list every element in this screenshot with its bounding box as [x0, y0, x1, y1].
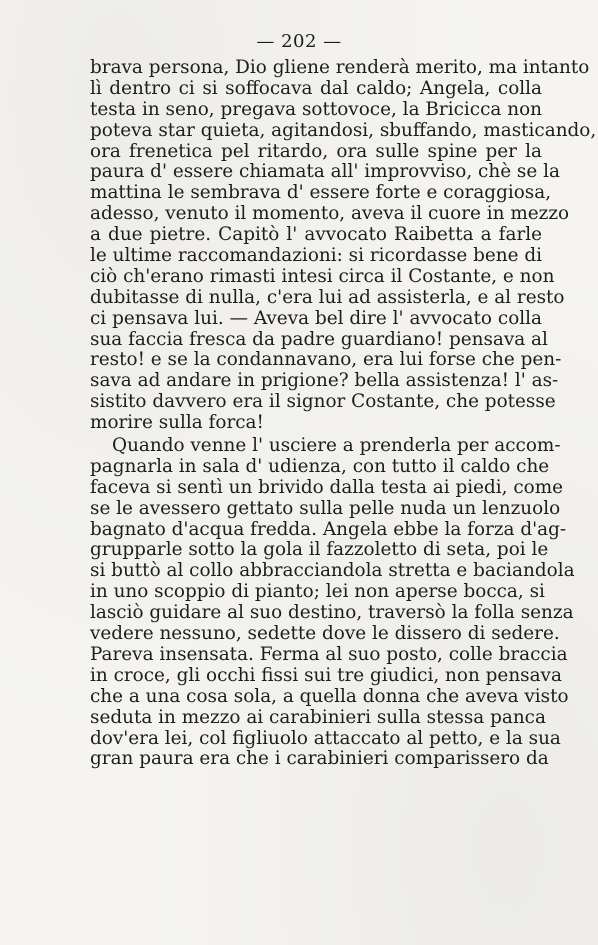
- text-line: le ultime raccomandazioni: si ricordasse bene di: [90, 245, 542, 267]
- text-line: sava ad andare in prigione? bella assistenza! l' as-: [90, 370, 559, 392]
- text-line: faceva si sentì un brivido dalla testa ai piedi, come: [90, 476, 564, 498]
- body-text: [90, 57, 597, 770]
- text-line: testa in seno, pregava sottovoce, la Bricicca non: [90, 98, 542, 120]
- text-line: morire sulla forca!: [90, 412, 264, 434]
- paragraph: [90, 57, 597, 434]
- text-line: che a una cosa sola, a quella donna che aveva visto: [90, 685, 569, 707]
- text-line: sua faccia fresca da padre guardiano! pensava al: [90, 328, 548, 350]
- text-line: sistito davvero era il signor Costante, che potesse: [90, 391, 556, 413]
- text-line: vedere nessuno, sedette dove le dissero di sedere.: [90, 623, 560, 645]
- text-line: Quando venne l' usciere a prenderla per accom-: [112, 435, 561, 457]
- text-line: dov'era lei, col figliuolo attaccato al petto, e la sua: [90, 727, 561, 749]
- text-line: lì dentro ci si soffocava dal caldo; Angela, colla: [90, 77, 542, 99]
- text-line: Pareva insensata. Ferma al suo posto, colle braccia: [90, 643, 568, 665]
- text-line: poteva star quieta, agitandosi, sbuffando, masticando,: [90, 119, 597, 141]
- text-line: ci pensava lui. — Aveva bel dire l' avvocato colla: [90, 307, 542, 329]
- text-line: bagnato d'acqua fredda. Angela ebbe la forza d'ag-: [90, 518, 567, 540]
- text-line: resto! e se la condannavano, era lui forse che pen-: [90, 349, 562, 371]
- text-line: ora frenetica pel ritardo, ora sulle spine per la: [90, 140, 542, 162]
- text-line: adesso, venuto il momento, aveva il cuore in mezzo: [90, 203, 570, 225]
- text-line: pagnarla in sala d' udienza, con tutto il caldo che: [90, 455, 550, 477]
- text-line: si buttò al collo abbracciandola stretta e baciandola: [90, 560, 575, 582]
- text-line: grupparle sotto la gola il fazzoletto di seta, poi le: [90, 539, 549, 561]
- text-line: a due pietre. Capitò l' avvocato Raibetta a farle: [90, 224, 542, 246]
- text-line: mattina le sembrava d' essere forte e coraggiosa,: [90, 182, 552, 204]
- paragraph: [90, 435, 575, 770]
- text-line: lasciò guidare al suo destino, traversò la folla senza: [90, 602, 574, 624]
- page-number: — 202 —: [256, 31, 342, 52]
- text-line: se le avessero gettato sulla pelle nuda un lenzuolo: [90, 497, 561, 519]
- text-line: in uno scoppio di pianto; lei non aperse bocca, si: [90, 581, 545, 603]
- text-line: ciò ch'erano rimasti intesi circa il Costante, e non: [90, 265, 555, 287]
- text-line: gran paura era che i carabinieri comparissero da: [90, 748, 549, 770]
- text-line: in croce, gli occhi fissi sui tre giudici, non pensava: [90, 664, 562, 686]
- text-line: dubitasse di nulla, c'era lui ad assisterla, e al resto: [90, 286, 565, 308]
- text-line: brava persona, Dio gliene renderà merito, ma intanto: [90, 57, 590, 78]
- text-line: paura d' essere chiamata all' improvviso, chè se la: [90, 161, 560, 183]
- text-line: seduta in mezzo ai carabinieri sulla stessa panca: [90, 706, 546, 728]
